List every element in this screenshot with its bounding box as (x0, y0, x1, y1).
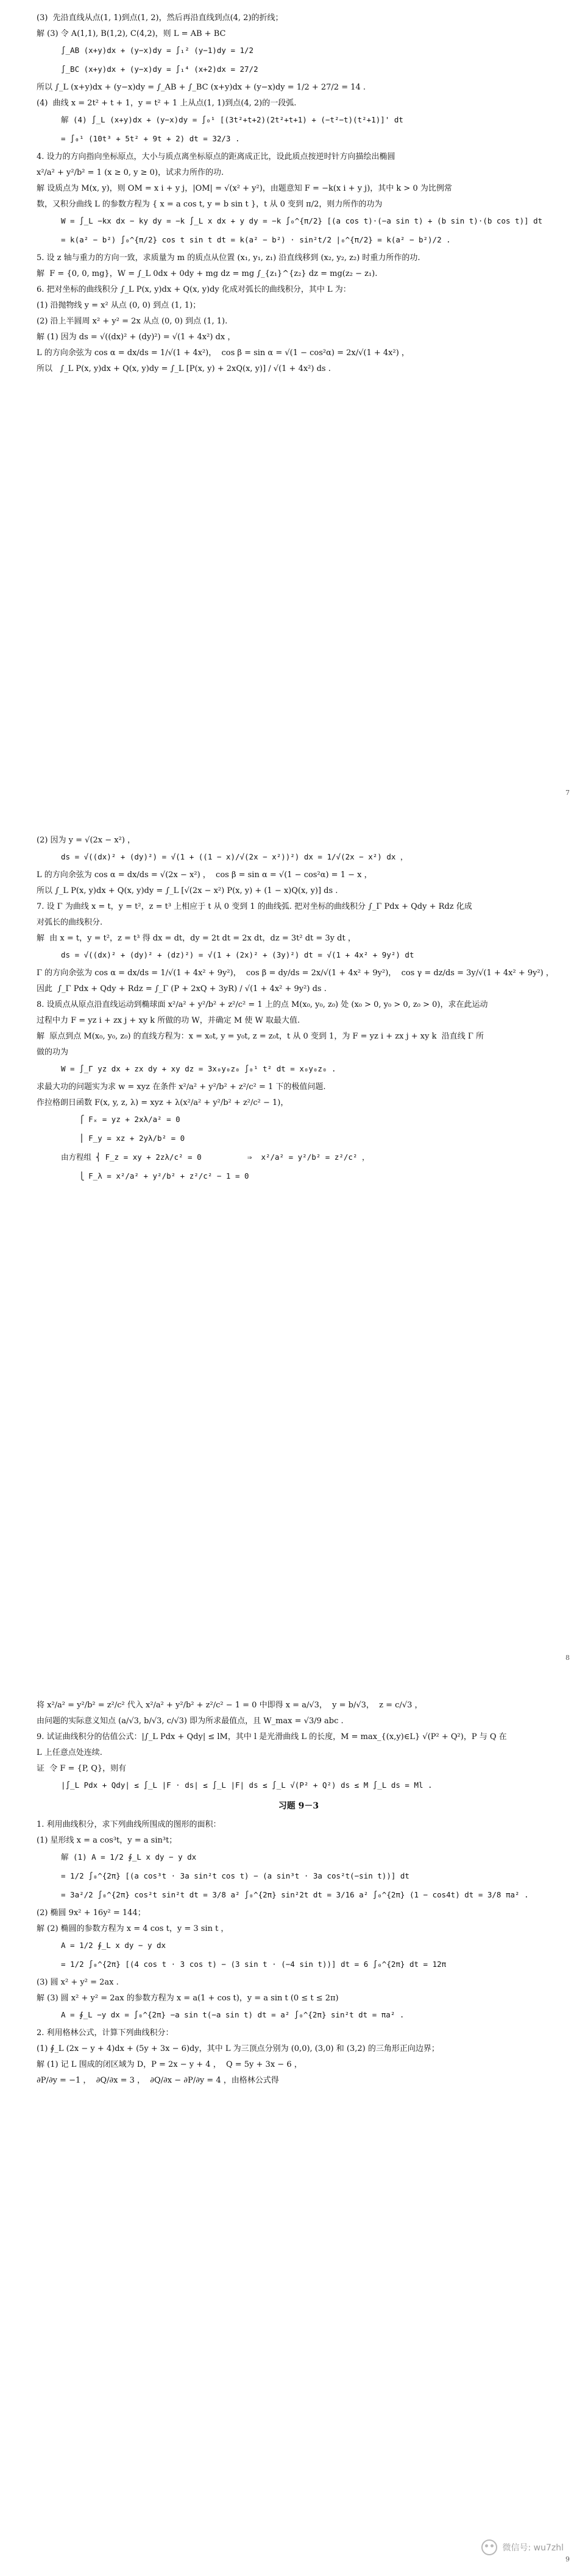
text-line: (1) 星形线 x = a cos³t，y = a sin³t； (37, 1836, 177, 1845)
watermark (481, 2539, 564, 2555)
page-7-content (37, 12, 561, 379)
equation-line: ds = √((dx)² + (dy)² + (dz)²) = √(1 + (2x)² + (3y)²) dt = √(1 + 4x² + 9y²) dt (61, 950, 414, 959)
page-number: 8 (565, 1654, 570, 1662)
text-line: (3) 圆 x² + y² = 2ax . (37, 1978, 119, 1987)
equation-line: 由方程组 ⎨ F_z = xy + 2zλ/c² = 0 ⇒ x²/a² = y²/b² = z²/c² ， (61, 1152, 370, 1162)
equation-line: = ∫₀¹ (10t³ + 5t² + 9t + 2) dt = 32/3 . (61, 134, 240, 143)
watermark-text: 微信号: wu7zhl (502, 2543, 564, 2553)
text-line: 4. 设力的方向指向坐标原点，大小与质点离坐标原点的距离成正比，设此质点按逆时针方向描绘出椭圆 (37, 152, 395, 161)
section-heading: 习题 9－3 (278, 1801, 319, 1811)
equation-line: ⎧ Fₓ = yz + 2xλ/a² = 0 (61, 1115, 180, 1124)
page-number: 7 (565, 789, 570, 797)
text-line: 将 x²/a² = y²/b² = z²/c² 代入 x²/a² + y²/b² + z²/c² − 1 = 0 中即得 x = a/√3， y = b/√3， z = c/√3 ， (37, 1701, 423, 1710)
text-line: (1) 沿抛物线 y = x² 从点 (0, 0) 到点 (1, 1)； (37, 301, 201, 310)
text-line: 解 设质点为 M(x, y)，则 OM = x i + y j，|OM| = √(x² + y²)，由题意知 F = −k(x i + y j)，其中 k > 0 为比例常 (37, 184, 452, 193)
page-9-content (37, 1699, 561, 2091)
text-line: (2) 因为 y = √(2x − x²) ， (37, 836, 136, 845)
page-9 (0, 1675, 588, 2576)
text-line: 求最大功的问题实为求 w = xyz 在条件 x²/a² + y²/b² + z²/c² = 1 下的极值问题. (37, 1082, 326, 1092)
text-line: 所以 ∫_L P(x, y)dx + Q(x, y)dy = ∫_L [P(x, y) + 2xQ(x, y)] / √(1 + 4x²) ds . (37, 364, 331, 373)
text-line: 因此 ∫_Γ Pdx + Qdy + Rdz = ∫_Γ (P + 2xQ + 3yR) / √(1 + 4x² + 9y²) ds . (37, 984, 327, 993)
equation-line: ∫_AB (x+y)dx + (y−x)dy = ∫₁² (y−1)dy = 1/2 (61, 46, 254, 55)
text-line: 解 由 x = t，y = t²，z = t³ 得 dx = dt，dy = 2t dt = 2x dt，dz = 3t² dt = 3y dt ， (37, 934, 356, 943)
text-line: Γ 的方向余弦为 cos α = dx/ds = 1/√(1 + 4x² + 9y²)， cos β = dy/ds = 2x/√(1 + 4x² + 9y²)， cos γ = dz/ds = 3y/√(1 + 4x² + 9y²) ， (37, 969, 554, 978)
text-line: L 的方向余弦为 cos α = dx/ds = 1/√(1 + 4x²)， cos β = sin α = √(1 − cos²α) = 2x/√(1 + 4x²) ， (37, 348, 409, 358)
text-line: 对弧长的曲线积分. (37, 918, 103, 927)
text-line: 5. 设 z 轴与重力的方向一致，求质量为 m 的质点从位置 (x₁, y₁, z₁) 沿直线移到 (x₂, y₂, z₂) 时重力所作的功. (37, 253, 420, 263)
equation-line: 解 (4) ∫_L (x+y)dx + (y−x)dy = ∫₀¹ [(3t²+t+2)(2t²+t+1) + (−t²−t)(t²+1)]' dt (61, 115, 403, 124)
text-line: (4) 曲线 x = 2t² + t + 1，y = t² + 1 上从点(1, 1)到点(4, 2)的一段弧. (37, 99, 297, 108)
equation-line: ⎪ F_y = xz + 2yλ/b² = 0 (61, 1134, 185, 1143)
text-line: 由问题的实际意义知点 (a/√3, b/√3, c/√3) 即为所求最值点，且 W_max = √3/9 abc . (37, 1717, 344, 1726)
equation-line: A = 1/2 ∮_L x dy − y dx (61, 1941, 166, 1950)
text-line: (1) ∮_L (2x − y + 4)dx + (5y + 3x − 6)dy，其中 L 为三顶点分别为 (0,0), (3,0) 和 (3,2) 的三角形正向边界； (37, 2044, 439, 2053)
text-line: 数，又积分曲线 L 的参数方程为 { x = a cos t, y = b sin t }，t 从 0 变到 π/2，则力所作的功为 (37, 200, 383, 209)
equation-line: 解 (1) A = 1/2 ∮_L x dy − y dx (61, 1852, 197, 1861)
text-line: 证 令 F = {P, Q}，则有 (37, 1764, 127, 1773)
wechat-icon (481, 2539, 497, 2555)
text-line: 6. 把对坐标的曲线积分 ∫_L P(x, y)dx + Q(x, y)dy 化成对弧长的曲线积分，其中 L 为： (37, 285, 351, 294)
text-line: 解 (3) 令 A(1,1), B(1,2), C(4,2)，则 L = AB + BC (37, 29, 226, 38)
equation-line: W = ∫_Γ yz dx + zx dy + xy dz = 3x₀y₀z₀ ∫₀¹ t² dt = x₀y₀z₀ . (61, 1064, 336, 1073)
equation-line: = k(a² − b²) ∫₀^{π/2} cos t sin t dt = k(a² − b²) · sin²t/2 |₀^{π/2} = k(a² − b²)/2 . (61, 235, 451, 244)
equation-line: W = ∫_L −kx dx − ky dy = −k ∫_L x dx + y dy = −k ∫₀^{π/2} [(a cos t)·(−a sin t) + (b sin t)·(b cos t)] dt (61, 216, 543, 225)
text-line: x²/a² + y²/b² = 1 (x ≥ 0, y ≥ 0)，试求力所作的功. (37, 168, 224, 177)
text-line: 所以 ∫_L (x+y)dx + (y−x)dy = ∫_AB + ∫_BC (x+y)dx + (y−x)dy = 1/2 + 27/2 = 14 . (37, 83, 366, 92)
equation-line: = 3a²/2 ∫₀^{2π} cos²t sin²t dt = 3/8 a² ∫₀^{2π} sin²2t dt = 3/16 a² ∫₀^{2π} (1 − cos4t) dt = 3/8 πa² . (61, 1890, 529, 1899)
text-line: 解 原点到点 M(x₀, y₀, z₀) 的直线方程为：x = x₀t, y = y₀t, z = z₀t，t 从 0 变到 1，为 F = yz i + zx j + xy k 沿直线 Γ 所 (37, 1032, 484, 1041)
text-line: ∂P/∂y = −1 ， ∂Q/∂x = 3 ， ∂Q/∂x − ∂P/∂y = 4 ，由格林公式得 (37, 2076, 279, 2085)
equation-line: = 1/2 ∫₀^{2π} [(a cos³t · 3a sin²t cos t) − (a sin³t · 3a cos²t(−sin t))] dt (61, 1871, 409, 1880)
equation-line: ⎩ F_λ = x²/a² + y²/b² + z²/c² − 1 = 0 (61, 1171, 249, 1180)
text-line: (2) 沿上半圆周 x² + y² = 2x 从点 (0, 0) 到点 (1, 1). (37, 317, 228, 326)
text-line: 作拉格朗日函数 F(x, y, z, λ) = xyz + λ(x²/a² + y²/b² + z²/c² − 1)， (37, 1098, 289, 1107)
page-8 (0, 810, 588, 1675)
page-8-content (37, 835, 561, 1188)
text-line: 解 F = {0, 0, mg}，W = ∫_L 0dx + 0dy + mg dz = mg ∫_{z₁}^{z₂} dz = mg(z₂ − z₁). (37, 269, 378, 278)
text-line: 解 (3) 圆 x² + y² = 2ax 的参数方程为 x = a(1 + cos t)，y = a sin t (0 ≤ t ≤ 2π) (37, 1994, 339, 2003)
text-line: 解 (2) 椭圆的参数方程为 x = 4 cos t，y = 3 sin t ， (37, 1924, 229, 1933)
equation-line: = 1/2 ∫₀^{2π} [(4 cos t · 3 cos t) − (3 sin t · (−4 sin t))] dt = 6 ∫₀^{2π} dt = 12π (61, 1960, 447, 1969)
text-line: 解 (1) 因为 ds = √((dx)² + (dy)²) = √(1 + 4x²) dx ， (37, 333, 236, 342)
text-line: 2. 利用格林公式，计算下列曲线积分： (37, 2028, 174, 2038)
text-line: 1. 利用曲线积分，求下列曲线所围成的图形的面积： (37, 1820, 221, 1829)
text-line: 解 (1) 记 L 围成的闭区域为 D，P = 2x − y + 4 ， Q = 5y + 3x − 6 ， (37, 2060, 302, 2069)
text-line: 所以 ∫_L P(x, y)dx + Q(x, y)dy = ∫_L [√(2x − x²) P(x, y) + (1 − x)Q(x, y)] ds . (37, 886, 338, 895)
text-line: L 的方向余弦为 cos α = dx/ds = √(2x − x²) ， cos β = sin α = √(1 − cos²α) = 1 − x ， (37, 870, 372, 880)
equation-line: ds = √((dx)² + (dy)²) = √(1 + ((1 − x)/√(2x − x²))²) dx = 1/√(2x − x²) dx ， (61, 852, 408, 861)
text-line: 8. 设质点从原点沿直线运动到椭球面 x²/a² + y²/b² + z²/c² = 1 上的点 M(x₀, y₀, z₀) 处 (x₀ > 0, y₀ > 0, z₀ > 0)，求在此运动 (37, 1000, 488, 1009)
page-7 (0, 0, 588, 810)
text-line: 7. 设 Γ 为曲线 x = t，y = t²，z = t³ 上相应于 t 从 0 变到 1 的曲线弧. 把对坐标的曲线积分 ∫_Γ Pdx + Qdy + Rdz 化成 (37, 902, 472, 911)
text-line: 9. 试证曲线积分的估值公式：|∫_L Pdx + Qdy| ≤ lM，其中 l 是光滑曲线 L 的长度，M = max_{(x,y)∈L} √(P² + Q²)，P 与 Q 在 (37, 1732, 507, 1741)
text-line: (2) 椭圆 9x² + 16y² = 144； (37, 1908, 146, 1918)
equation-line: ∫_BC (x+y)dx + (y−x)dy = ∫₁⁴ (x+2)dx = 27/2 (61, 65, 258, 74)
text-line: (3) 先沿直线从点(1, 1)到点(1, 2)，然后再沿直线到点(4, 2)的折线； (37, 13, 283, 23)
text-line: 过程中力 F = yz i + zx j + xy k 所做的功 W，并确定 M 使 W 取最大值. (37, 1016, 300, 1025)
equation-line: |∫_L Pdx + Qdy| ≤ ∫_L |F · ds| ≤ ∫_L |F| ds ≤ ∫_L √(P² + Q²) ds ≤ M ∫_L ds = Ml . (61, 1780, 433, 1790)
page-number: 9 (565, 2555, 570, 2563)
equation-line: A = ∮_L −y dx = ∫₀^{2π} −a sin t(−a sin t) dt = a² ∫₀^{2π} sin²t dt = πa² . (61, 2010, 405, 2019)
text-line: L 上任意点处连续. (37, 1748, 102, 1757)
text-line: 做的功为 (37, 1048, 69, 1057)
